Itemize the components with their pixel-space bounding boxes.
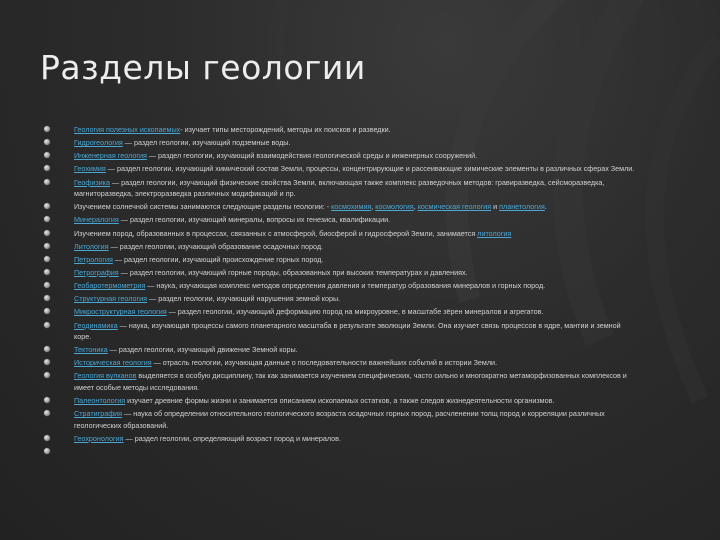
item-text: — раздел геологии, изучающий деформацию пород на микроуровне, в масштабе зёрен минералов и агрегатов. bbox=[166, 307, 544, 317]
bullet-icon bbox=[44, 230, 50, 236]
list-item bbox=[40, 241, 636, 252]
item-text: — раздел геологии, изучающий взаимодействия геологической среды и инженерных сооружений. bbox=[146, 151, 478, 161]
item-text: — наука, изучающая процессы самого планетарного масштаба в результате эволюции Земли. Она изучает связь процессов в ядре, мантии и земной коре. bbox=[74, 320, 621, 341]
list-item bbox=[40, 267, 636, 278]
bullet-icon bbox=[44, 165, 50, 171]
bullet-icon bbox=[44, 152, 50, 158]
bullet-icon bbox=[44, 126, 50, 132]
item-text: — раздел геологии, изучающий физические свойства Земли, включающая также комплекс разведочных методов: гравиразведка, сейсморазведка, магниторазведка, электроразведка различных модификаций и пр. bbox=[74, 177, 605, 199]
item-text: — раздел геологии, изучающий движение Земной коры. bbox=[107, 345, 298, 355]
term-link[interactable]: Геохимия bbox=[74, 164, 106, 174]
bullet-icon bbox=[44, 346, 50, 352]
list-item bbox=[40, 137, 636, 148]
term-link[interactable]: Палеонтология bbox=[74, 396, 126, 406]
bullet-icon bbox=[44, 435, 50, 441]
bullet-icon bbox=[44, 256, 50, 262]
item-text: — раздел геологии, определяющий возраст пород и минералов. bbox=[123, 433, 341, 443]
list-item bbox=[40, 306, 636, 317]
item-text: — раздел геологии, изучающий горные породы, образованных при высоких температурах и давлениях. bbox=[118, 267, 468, 277]
bullet-icon bbox=[44, 282, 50, 288]
list-item bbox=[40, 320, 636, 343]
term-link[interactable]: Геофизика bbox=[74, 177, 110, 187]
bullet-icon bbox=[44, 410, 50, 416]
item-text: , bbox=[371, 202, 376, 212]
bullet-icon bbox=[44, 139, 50, 145]
term-link[interactable]: планетология bbox=[499, 202, 545, 212]
bullet-icon bbox=[44, 243, 50, 249]
term-link[interactable]: Тектоника bbox=[74, 345, 108, 355]
list-item bbox=[40, 254, 636, 265]
term-link[interactable]: Петрология bbox=[74, 254, 113, 264]
list-item bbox=[40, 177, 636, 200]
item-text: — раздел геологии, изучающий происхождение горных пород. bbox=[112, 254, 324, 264]
list-item bbox=[40, 163, 636, 174]
item-text: выделяется в особую дисциплину, так как занимается изучением специфических, часто сильно и многократно метаморфизованных комплексов и имеет особые методы исследования. bbox=[74, 371, 627, 392]
item-text: . bbox=[544, 202, 547, 212]
bullet-list bbox=[40, 124, 636, 446]
list-item bbox=[40, 357, 636, 368]
list-item bbox=[40, 370, 636, 393]
bullet-icon bbox=[44, 179, 50, 185]
term-link[interactable]: космическая геология bbox=[417, 202, 492, 212]
term-link[interactable]: Геодинамика bbox=[74, 320, 118, 330]
list-item bbox=[40, 293, 636, 304]
list-item bbox=[40, 124, 636, 135]
page-title: Разделы геологии bbox=[40, 48, 366, 87]
term-link[interactable]: Геобаротермометрия bbox=[74, 281, 146, 291]
bullet-icon bbox=[44, 216, 50, 222]
item-text: и bbox=[491, 202, 500, 212]
term-link[interactable]: Геология вулканов bbox=[74, 371, 137, 381]
item-text: — раздел геологии, изучающий химический состав Земли, процессы, концентрирующие и рассеивающие химические элементы в различных сферах Земли. bbox=[105, 164, 635, 174]
list-item bbox=[40, 433, 636, 444]
term-link[interactable]: Стратиграфия bbox=[74, 409, 123, 419]
list-item bbox=[40, 344, 636, 355]
bullet-icon bbox=[44, 372, 50, 378]
term-link[interactable]: космохимия bbox=[331, 202, 372, 212]
item-text: — отрасль геологии, изучающая данные о последовательности важнейших событий в истории Земли. bbox=[151, 358, 498, 368]
list-item bbox=[40, 150, 636, 161]
term-link[interactable]: Петрография bbox=[74, 267, 119, 277]
list-item bbox=[40, 214, 636, 225]
term-link[interactable]: Гидрогеология bbox=[74, 138, 123, 148]
list-item bbox=[40, 280, 636, 291]
bullet-icon bbox=[44, 295, 50, 301]
item-text: — наука, изучающая комплекс методов определения давления и температур образования минералов и горных пород. bbox=[145, 281, 546, 291]
bullet-icon bbox=[44, 397, 50, 403]
item-text: — раздел геологии, изучающий подземные воды. bbox=[122, 138, 291, 148]
bullet-icon bbox=[44, 322, 50, 328]
bullet-icon bbox=[44, 448, 50, 454]
term-link[interactable]: Геология полезных ископаемых bbox=[74, 125, 181, 134]
term-link[interactable]: Историческая геология bbox=[74, 358, 152, 368]
item-text: - изучает типы месторождений, методы их поисков и разведки. bbox=[180, 125, 391, 134]
list-item bbox=[40, 228, 636, 239]
item-text: — раздел геологии, изучающий образование осадочных пород. bbox=[108, 241, 324, 251]
term-link[interactable]: Микроструктурная геология bbox=[74, 307, 167, 317]
item-text: Изучением пород, образованных в процессах, связанных с атмосферой, биосферой и гидросферой Земли, занимается bbox=[74, 228, 478, 238]
bullet-icon bbox=[44, 359, 50, 365]
term-link[interactable]: Инженерная геология bbox=[74, 151, 147, 161]
term-link[interactable]: Структурная геология bbox=[74, 294, 148, 304]
term-link[interactable]: космология bbox=[375, 202, 414, 212]
item-text: изучает древние формы жизни и занимается описанием ископаемых остатков, а также следов жизнедеятельности организмов. bbox=[125, 396, 555, 406]
item-text: — раздел геологии, изучающий нарушения земной коры. bbox=[147, 294, 341, 304]
bullet-icon bbox=[44, 203, 50, 209]
term-link[interactable]: Литология bbox=[74, 241, 109, 251]
term-link[interactable]: литология bbox=[477, 228, 512, 238]
item-text: Изучением солнечной системы занимаются следующие разделы геологии: - bbox=[74, 202, 332, 212]
term-link[interactable]: Геохронология bbox=[74, 433, 124, 443]
bullet-icon bbox=[44, 308, 50, 314]
bullet-icon bbox=[44, 269, 50, 275]
item-text: — наука об определении относительного геологического возраста осадочных горных пород, расчленении толщ пород и корреляции различных геологических образований. bbox=[74, 409, 605, 430]
list-item bbox=[40, 408, 636, 431]
list-item bbox=[40, 201, 636, 212]
item-text: — раздел геологии, изучающий минералы, вопросы их генезиса, квалификации. bbox=[118, 215, 391, 225]
item-text: , bbox=[413, 202, 418, 212]
term-link[interactable]: Минералогия bbox=[74, 215, 119, 225]
list-item bbox=[40, 395, 636, 406]
